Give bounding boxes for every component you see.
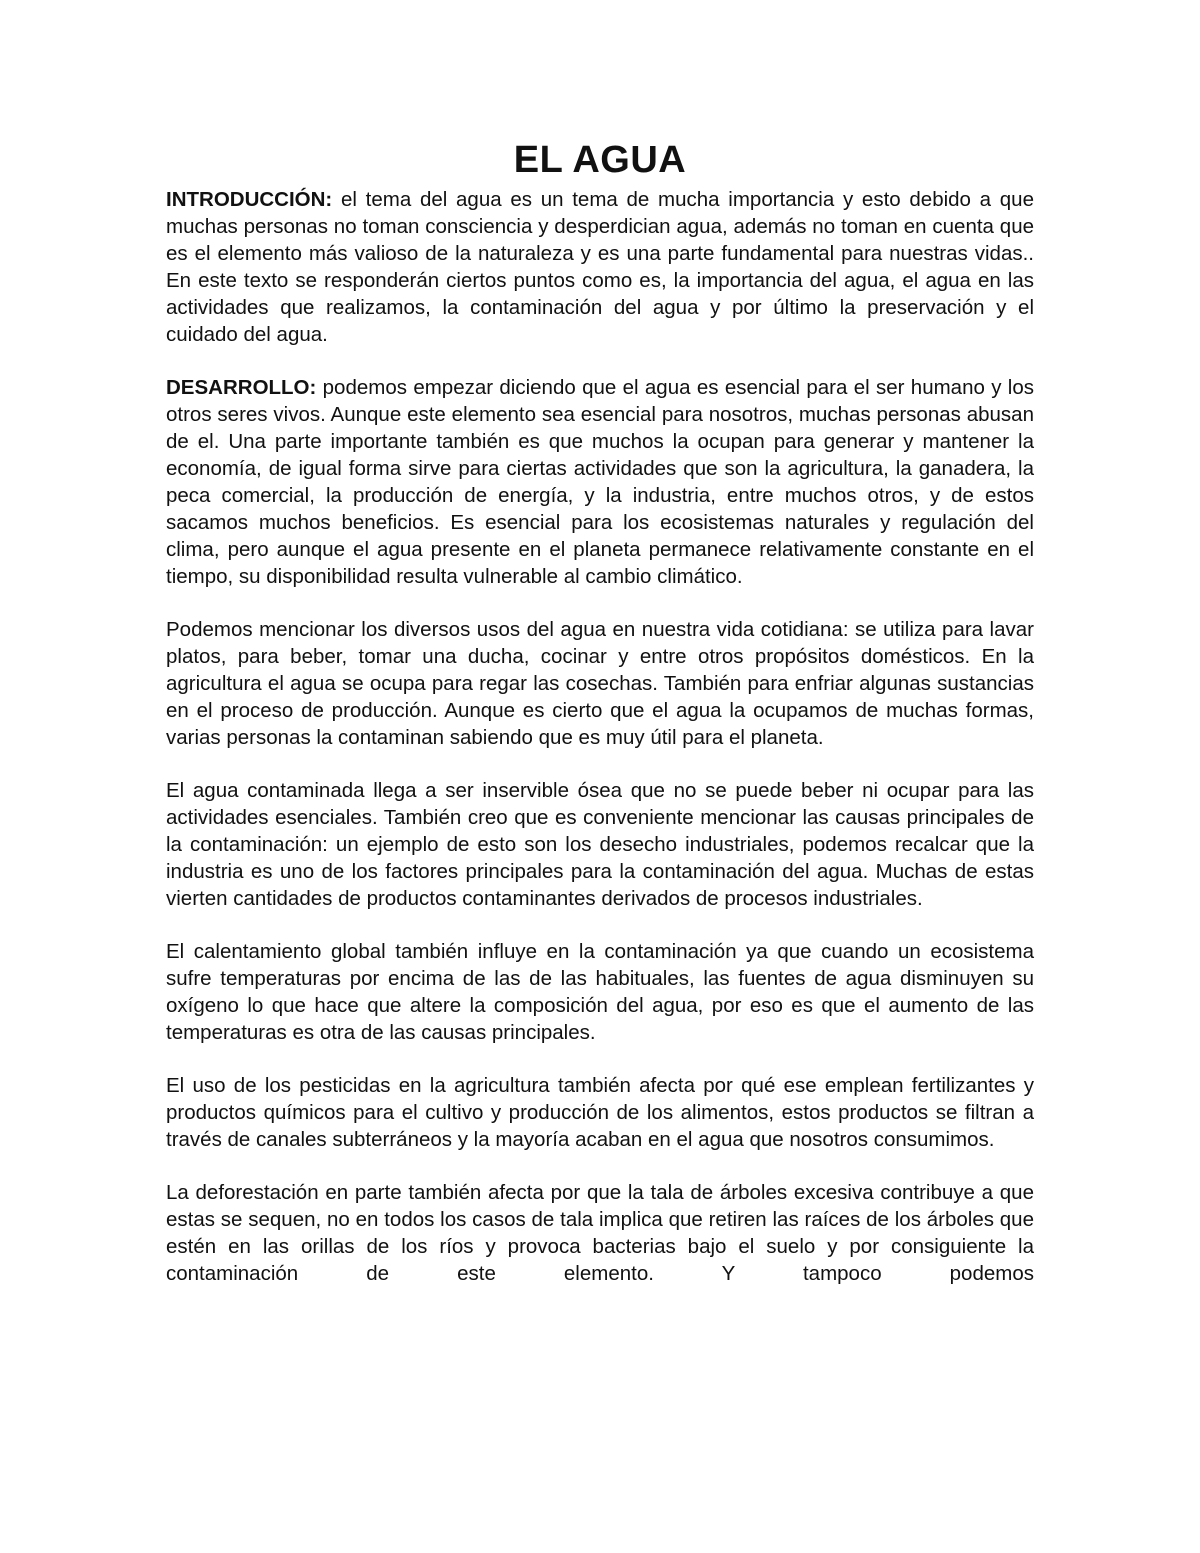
- development-text: podemos empezar diciendo que el agua es esencial para el ser humano y los otros seres vivos. Aunque este elemento sea esencial para nosotros, muchas personas abusan de el. Una parte importante también es que muchos la ocupan para generar y mantener la economía, de igual forma sirve para ciertas actividades que son la agricultura, la ganadera, la peca comercial, la producción de energía, y la industria, entre muchos otros, y de estos sacamos muchos beneficios. Es esencial para los ecosistemas naturales y regulación del clima, pero aunque el agua presente en el planeta permanece relativamente constante en el tiempo, su disponibilidad resulta vulnerable al cambio climático.: [166, 376, 1034, 588]
- uses-paragraph: Podemos mencionar los diversos usos del agua en nuestra vida cotidiana: se utiliza para lavar platos, para beber, tomar una ducha, cocinar y entre otros propósitos domésticos. En la agricultura el agua se ocupa para regar las cosechas. También para enfriar algunas sustancias en el proceso de producción. Aunque es cierto que el agua la ocupamos de muchas formas, varias personas la contaminan sabiendo que es muy útil para el planeta.: [166, 618, 1034, 749]
- contamination-paragraph: El agua contaminada llega a ser inservible ósea que no se puede beber ni ocupar para las actividades esenciales. También creo que es conveniente mencionar las causas principales de la contaminación: un ejemplo de esto son los desecho industriales, podemos recalcar que la industria es uno de los factores principales para la contaminación del agua. Muchas de estas vierten cantidades de productos contaminantes derivados de procesos industriales.: [166, 779, 1034, 910]
- document-title: EL AGUA: [513, 139, 687, 181]
- introduction-paragraph: [166, 186, 1034, 348]
- introduction-text: el tema del agua es un tema de mucha importancia y esto debido a que muchas personas no toman consciencia y desperdician agua, además no toman en cuenta que es el elemento más valioso de la naturaleza y es una parte fundamental para nuestras vidas.. En este texto se responderán ciertos puntos como es, la importancia del agua, el agua en las actividades que realizamos, la contaminación del agua y por último la preservación y el cuidado del agua.: [166, 188, 1034, 346]
- pesticides-paragraph: El uso de los pesticidas en la agricultura también afecta por qué ese emplean fertilizantes y productos químicos para el cultivo y producción de los alimentos, estos productos se filtran a través de canales subterráneos y la mayoría acaban en el agua que nosotros consumimos.: [166, 1074, 1034, 1151]
- development-label: DESARROLLO:: [166, 376, 317, 399]
- development-paragraph: [166, 374, 1034, 590]
- introduction-label: INTRODUCCIÓN:: [166, 188, 333, 211]
- document-body: [166, 136, 1034, 1287]
- deforestation-paragraph: La deforestación en parte también afecta por que la tala de árboles excesiva contribuye a que estas se sequen, no en todos los casos de tala implica que retiren las raíces de los árboles que estén en las orillas de los ríos y provoca bacterias bajo el suelo y por consiguiente la contaminación de este elemento. Y tampoco podemos: [166, 1181, 1034, 1285]
- global-warming-paragraph: El calentamiento global también influye en la contaminación ya que cuando un ecosistema sufre temperaturas por encima de las de las habituales, las fuentes de agua disminuyen su oxígeno lo que hace que altere la composición del agua, por eso es que el aumento de las temperaturas es otra de las causas principales.: [166, 940, 1034, 1044]
